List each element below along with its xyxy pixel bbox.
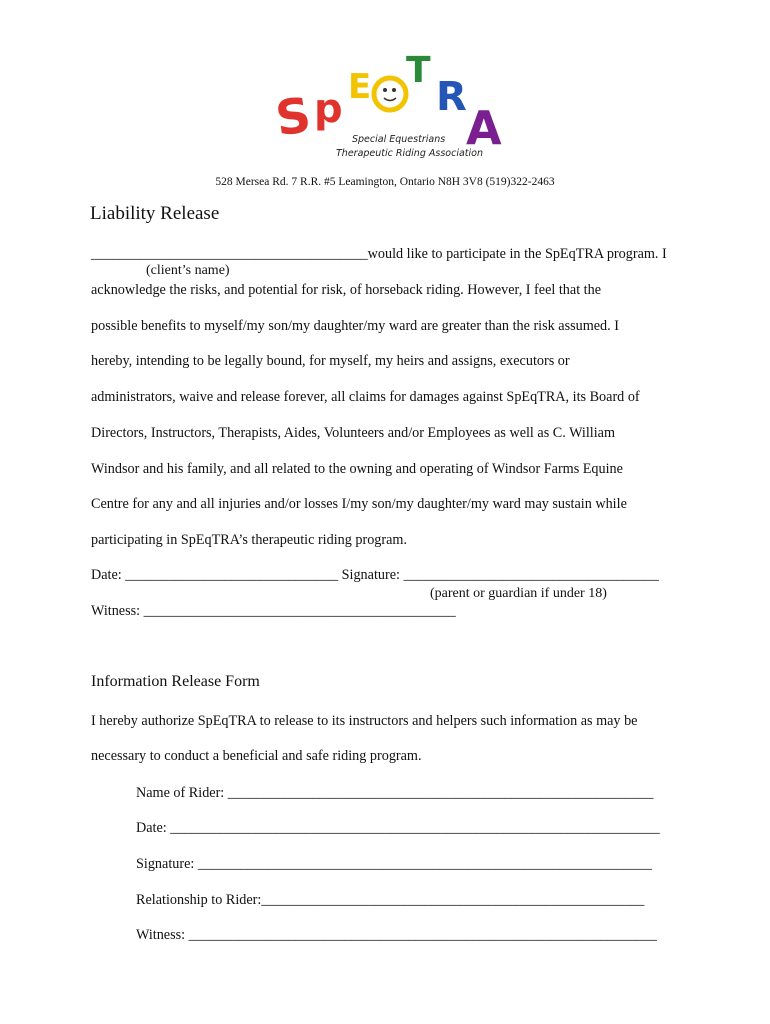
info-release-text-line: necessary to conduct a beneficial and safe riding program. <box>91 748 422 764</box>
liability-text-line: administrators, waive and release forever, all claims for damages against SpEqTRA, its Board of <box>91 389 640 405</box>
client-name-line: _______________________________________would like to participate in the SpEqTRA program. I <box>91 246 667 262</box>
svg-text:R: R <box>436 74 467 120</box>
speqtra-logo <box>268 48 518 166</box>
svg-text:A: A <box>466 101 502 155</box>
info-release-text-line: I hereby authorize SpEqTRA to release to its instructors and helpers such information as may be <box>91 713 638 729</box>
svg-text:T: T <box>406 50 431 91</box>
liability-text-line: Centre for any and all injuries and/or losses I/my son/my daughter/my ward may sustain while <box>91 496 627 512</box>
liability-text-line: Directors, Instructors, Therapists, Aides, Volunteers and/or Employees as well as C. William <box>91 425 616 441</box>
rider-name-field: Name of Rider: ____________________________________________________________ <box>136 785 654 801</box>
liability-text-line: participating in SpEqTRA’s therapeutic riding program. <box>91 532 407 548</box>
liability-text-line: possible benefits to myself/my son/my daughter/my ward are greater than the risk assumed. I <box>91 318 619 334</box>
liability-text-line: hereby, intending to be legally bound, for myself, my heirs and assigns, executors or <box>91 353 570 369</box>
client-name-label: (client’s name) <box>146 263 230 278</box>
svg-text:S: S <box>272 87 315 148</box>
guardian-note: (parent or guardian if under 18) <box>430 586 607 601</box>
address: 528 Mersea Rd. 7 R.R. #5 Leamington, Ontario N8H 3V8 (519)322-2463 <box>215 176 555 188</box>
logo-subtitle-1: Special Equestrians <box>352 134 446 145</box>
relationship-field: Relationship to Rider:______________________________________________________ <box>136 892 645 908</box>
info-release-title: Information Release Form <box>91 673 260 690</box>
liability-text-line: acknowledge the risks, and potential for risk, of horseback riding. However, I feel that the <box>91 282 602 298</box>
date-signature-line: Date: ______________________________ Signature: ____________________________________ <box>91 567 659 583</box>
liability-title: Liability Release <box>90 203 220 224</box>
date-field: Date: _____________________________________________________________________ <box>136 820 660 836</box>
witness-field: Witness: __________________________________________________________________ <box>136 927 657 943</box>
signature-field: Signature: ________________________________________________________________ <box>136 856 652 872</box>
svg-text:E: E <box>348 67 372 107</box>
logo-subtitle-2: Therapeutic Riding Association <box>336 148 483 159</box>
svg-text:p: p <box>314 86 343 132</box>
witness-line: Witness: ____________________________________________ <box>91 603 456 619</box>
liability-text-line: Windsor and his family, and all related to the owning and operating of Windsor Farms Equine <box>91 461 623 477</box>
